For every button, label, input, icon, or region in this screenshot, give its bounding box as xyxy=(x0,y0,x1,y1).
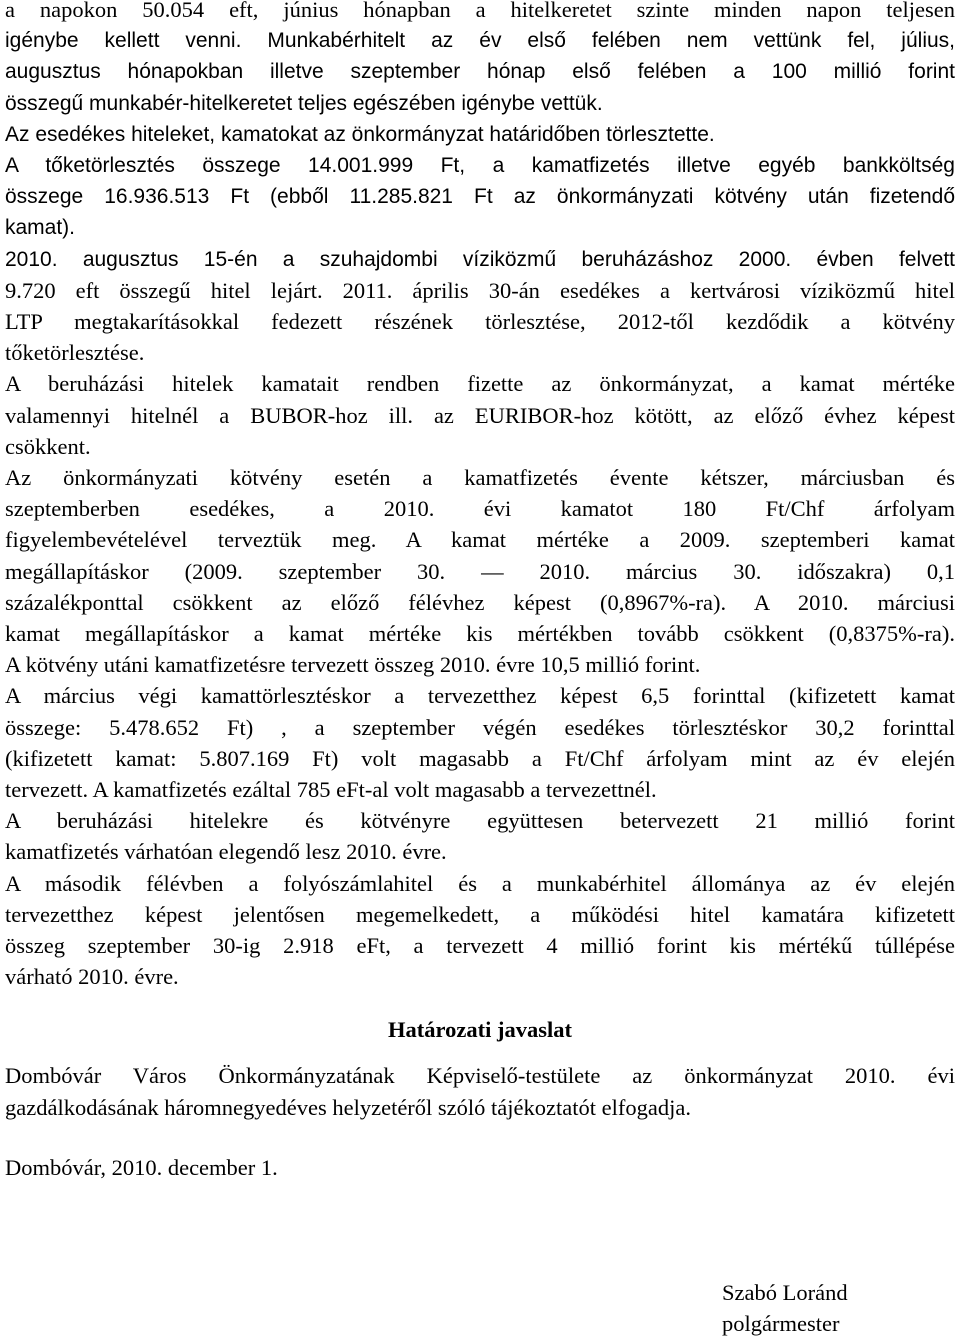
text-line: LTP megtakarításokkal fedezett részének törlesztése, 2012-től kezdődik a kötvény xyxy=(5,309,955,334)
text-line: A március végi kamattörlesztéskor a tervezetthez képest 6,5 forinttal (kifizetett kamat xyxy=(5,683,955,709)
signatory-name: Szabó Loránd xyxy=(722,1280,848,1305)
text-line: A beruházási hitelek kamatait rendben fizette az önkormányzat, a kamat mértéke xyxy=(5,371,955,397)
text-line: Az esedékes hiteleket, kamatokat az önkormányzat határidőben törlesztette. xyxy=(5,122,715,146)
text-line: gazdálkodásának háromnegyedéves helyzetéről szóló tájékoztatót elfogadja. xyxy=(5,1094,691,1120)
text-line: várható 2010. évre. xyxy=(5,964,179,990)
place-date: Dombóvár, 2010. december 1. xyxy=(5,1155,278,1180)
text-line: a napokon 50.054 eft, június hónapban a hitelkeretet szinte minden napon teljesen xyxy=(5,0,955,22)
text-line: tervezetthez képest jelentősen megemelkedett, a működési hitel kamatára kifizetett xyxy=(5,901,955,927)
text-line: összegű munkabér-hitelkeretet teljes egészében igénybe vettük. xyxy=(5,91,603,115)
text-line: tőketörlesztése. xyxy=(5,340,145,366)
text-line: igénybe kellett venni. Munkabérhitelt az év első felében nem vettünk fel, július, xyxy=(5,29,955,53)
text-line: kamatfizetés várhatóan elegendő lesz 2010. évre. xyxy=(5,839,447,865)
text-line: Az önkormányzati kötvény esetén a kamatfizetés évente kétszer, márciusban és xyxy=(5,465,955,490)
text-line: kamat). xyxy=(5,216,76,240)
text-line: Dombóvár Város Önkormányzatának Képviselő-testülete az önkormányzat 2010. évi xyxy=(5,1063,955,1088)
text-line: valamennyi hitelnél a BUBOR-hoz ill. az EURIBOR-hoz kötött, az előző évhez képest xyxy=(5,402,955,428)
text-line: összeg szeptember 30-ig 2.918 eFt, a tervezett 4 millió forint kis mértékű túllépése xyxy=(5,933,955,958)
text-line: megállapításkor (2009. szeptember 30. — 2010. március 30. időszakra) 0,1 xyxy=(5,558,955,584)
text-line: A beruházási hitelekre és kötvényre együttesen betervezett 21 millió forint xyxy=(5,808,955,834)
text-line: szeptemberben esedékes, a 2010. évi kamatot 180 Ft/Chf árfolyam xyxy=(5,496,955,522)
signatory-title: polgármester xyxy=(722,1311,840,1336)
text-line: (kifizetett kamat: 5.807.169 Ft) volt magasabb a Ft/Chf árfolyam mint az év elején xyxy=(5,745,955,771)
section-heading: Határozati javaslat xyxy=(388,1017,572,1042)
text-line: kamat megállapításkor a kamat mértéke kis mértékben tovább csökkent (0,8375%-ra). xyxy=(5,621,955,646)
text-line: augusztus hónapokban illetve szeptember hónap első felében a 100 millió forint xyxy=(5,60,955,84)
text-line: százalékponttal csökkent az előző félévhez képest (0,8967%-ra). A 2010. márciusi xyxy=(5,589,955,615)
text-line: 9.720 eft összegű hitel lejárt. 2011. április 30-án esedékes a kertvárosi víziközmű hitel xyxy=(5,277,955,303)
text-line: összege 16.936.513 Ft (ebből 11.285.821 Ft az önkormányzati kötvény után fizetendő xyxy=(5,185,955,209)
text-line: csökkent. xyxy=(5,433,91,459)
text-line: összege: 5.478.652 Ft) , a szeptember végén esedékes törlesztéskor 30,2 forinttal xyxy=(5,714,955,740)
text-line: A kötvény utáni kamatfizetésre tervezett összeg 2010. évre 10,5 millió forint. xyxy=(5,652,701,678)
text-line: A második félévben a folyószámlahitel és a munkabérhitel állománya az év elején xyxy=(5,870,955,896)
text-line: 2010. augusztus 15-én a szuhajdombi víziközmű beruházáshoz 2000. évben felvett xyxy=(5,247,955,271)
text-line: tervezett. A kamatfizetés ezáltal 785 eFt-al volt magasabb a tervezettnél. xyxy=(5,777,657,802)
text-line: figyelembevételével terveztük meg. A kamat mértéke a 2009. szeptemberi kamat xyxy=(5,527,955,553)
text-line: A tőketörlesztés összege 14.001.999 Ft, a kamatfizetés illetve egyéb bankköltség xyxy=(5,154,955,177)
